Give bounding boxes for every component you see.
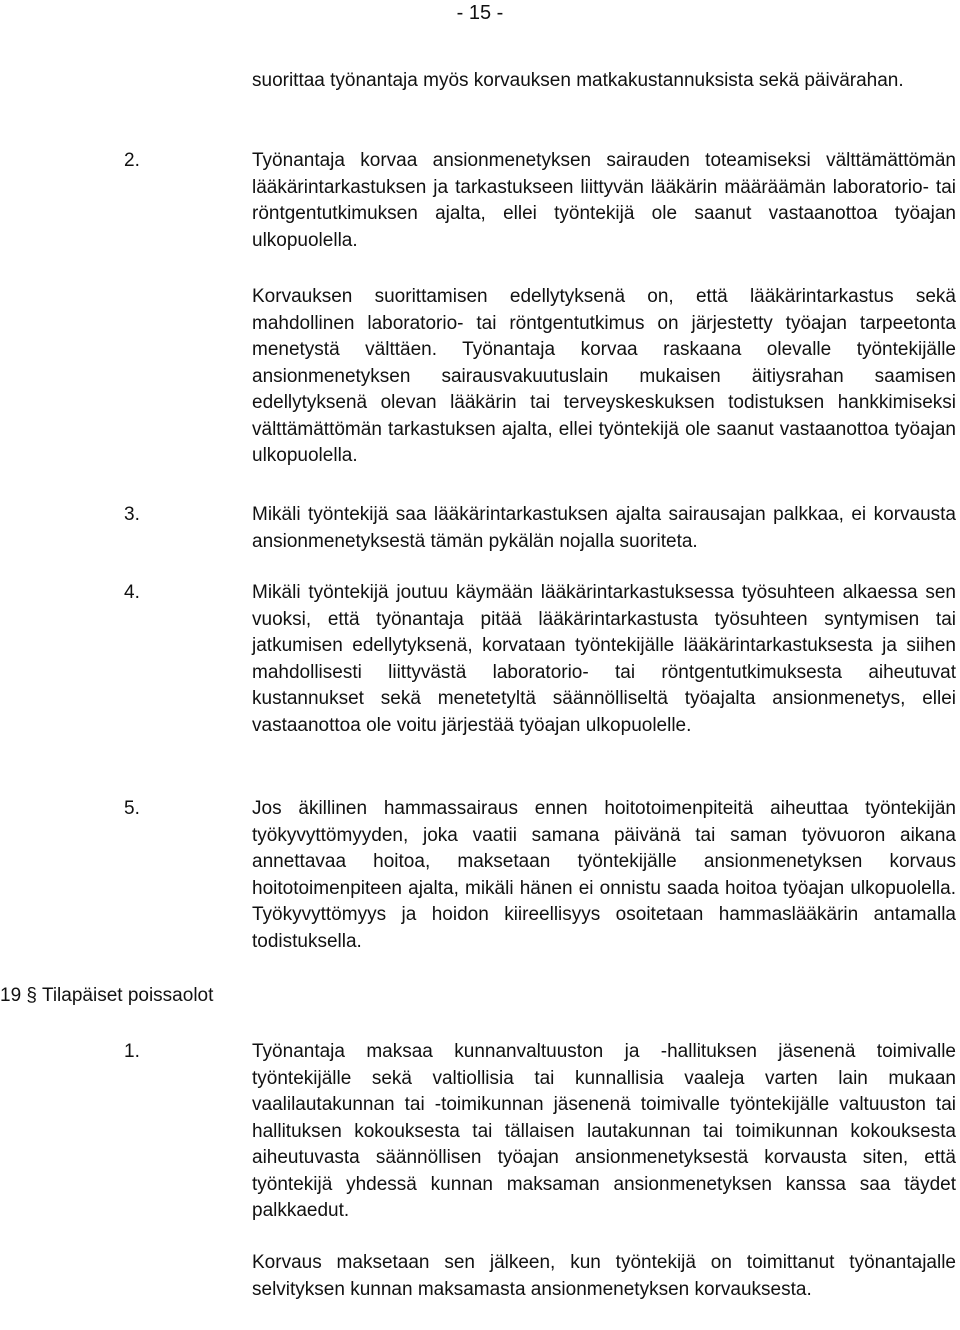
item-number-1: 1. bbox=[124, 1041, 140, 1062]
section-number: 19 bbox=[0, 985, 22, 1006]
item-number-3: 3. bbox=[124, 504, 140, 525]
section-symbol: § bbox=[26, 985, 37, 1006]
item-3-paragraph-1: Mikäli työntekijä saa lääkärintarkastuksen ajalta sairausajan palkkaa, ei korvausta ansionmenetyksestä tämän pykälän nojalla suoriteta. bbox=[252, 504, 956, 552]
item-number-2: 2. bbox=[124, 150, 140, 171]
continuation-paragraph: suorittaa työnantaja myös korvauksen matkakustannuksista sekä päivärahan. bbox=[252, 70, 904, 91]
item-2-paragraph-1: Työnantaja korvaa ansionmenetyksen sairauden toteamiseksi välttämättömän lääkärintarkastuksen ja tarkastukseen liittyvän lääkärin määräämän laboratorio- tai röntgentutkimuksen ajalta, ellei työntekijä ole saanut vastaanottoa työajan ulkopuolella. bbox=[252, 150, 956, 251]
section-title: Tilapäiset poissaolot bbox=[41, 985, 214, 1006]
item-1-paragraph-2: Korvaus maksetaan sen jälkeen, kun työntekijä on toimittanut työnantajalle selvityksen kunnan maksamasta ansionmenetyksen korvauksesta. bbox=[252, 1252, 956, 1300]
item-1-paragraph-1: Työnantaja maksaa kunnanvaltuuston ja -hallituksen jäsenenä toimivalle työntekijälle sekä valtiollisia tai kunnallisia vaaleja varten lain mukaan vaalilautakunnan tai -toimikunnan jäsenenä toimivalle työntekijälle valtuuston tai hallituksen kokouksesta tai tällaisen lautakunnan tai toimikunnan kokouksesta aiheutuvasta säännöllisen työajan ansionmenetyksestä korvausta siten, että työntekijä yhdessä kunnan maksaman ansionmenetyksen kanssa saa täydet palkkaedut. bbox=[252, 1041, 956, 1221]
item-number-4: 4. bbox=[124, 582, 140, 603]
item-2-paragraph-2: Korvauksen suorittamisen edellytyksenä on, että lääkärintarkastus sekä mahdollinen laboratorio- tai röntgentutkimus on järjestetty työajan tarpeetonta menetystä välttäen. Työnantaja korvaa raskaana olevalle työntekijälle ansionmenetyksen sairausvakuutuslain mukaisen äitiysrahan saamisen edellytyksenä olevan lääkärin tai terveyskeskuksen todistuksen hankkimiseksi välttämättömän tarkastuksen ajalta, ellei työntekijä ole saanut vastaanottoa työajan ulkopuolella. bbox=[252, 286, 956, 466]
section-heading bbox=[0, 983, 213, 1010]
item-number-5: 5. bbox=[124, 798, 140, 819]
page-number: - 15 - bbox=[456, 2, 504, 24]
item-4-paragraph-1: Mikäli työntekijä joutuu käymään lääkärintarkastuksessa työsuhteen alkaessa sen vuoksi, että työnantaja pitää lääkärintarkastusta työsuhteen syntymisen tai jatkumisen edellytyksenä, korvataan työntekijälle lääkärintarkastuksesta ja siihen mahdollisesti liittyvästä laboratorio- tai röntgentutkimuksesta aiheutuvat kustannukset sekä menetetyltä säännölliseltä työajalta ansionmenetys, ellei vastaanottoa ole voitu järjestää työajan ulkopuolelle. bbox=[252, 582, 956, 736]
item-5-paragraph-1: Jos äkillinen hammassairaus ennen hoitotoimenpiteitä aiheuttaa työntekijän työkyvyttömyyden, joka vaatii samana päivänä tai saman työvuoron aikana annettavaa hoitoa, maksetaan työntekijälle ansionmenetyksen korvaus hoitotoimenpiteen ajalta, mikäli hänen ei onnistu saada hoitoa työajan ulkopuolella. Työkyvyttömyys ja hoidon kiireellisyys osoitetaan hammaslääkärin antamalla todistuksella. bbox=[252, 798, 956, 952]
